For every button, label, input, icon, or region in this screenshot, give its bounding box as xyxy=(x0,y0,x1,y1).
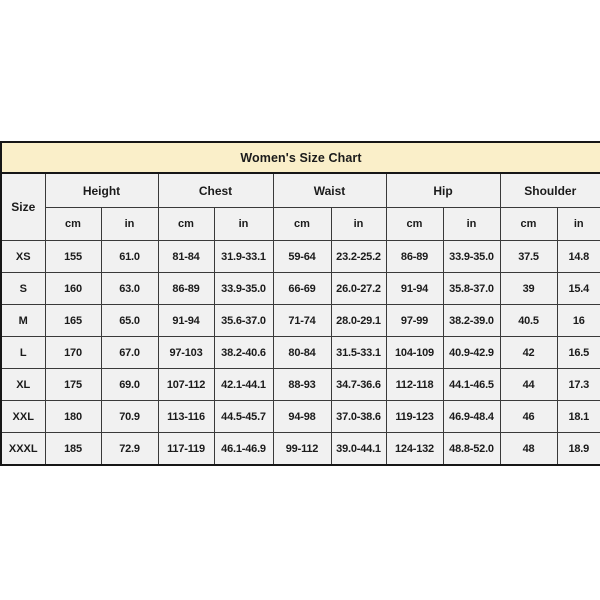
data-cell: 42.1-44.1 xyxy=(214,369,273,401)
data-cell: 160 xyxy=(45,273,101,305)
unit-header-hip-in: in xyxy=(443,208,500,241)
data-cell: 46.9-48.4 xyxy=(443,401,500,433)
data-cell: 80-84 xyxy=(273,337,331,369)
data-cell: 44.1-46.5 xyxy=(443,369,500,401)
data-cell: 81-84 xyxy=(158,241,214,273)
size-cell: L xyxy=(1,337,45,369)
size-cell: XXL xyxy=(1,401,45,433)
data-cell: 94-98 xyxy=(273,401,331,433)
data-cell: 40.9-42.9 xyxy=(443,337,500,369)
data-cell: 155 xyxy=(45,241,101,273)
data-cell: 17.3 xyxy=(557,369,600,401)
size-cell: S xyxy=(1,273,45,305)
data-cell: 180 xyxy=(45,401,101,433)
group-header-height: Height xyxy=(45,173,158,208)
data-cell: 44.5-45.7 xyxy=(214,401,273,433)
data-cell: 86-89 xyxy=(158,273,214,305)
size-cell: XXXL xyxy=(1,433,45,466)
data-cell: 63.0 xyxy=(101,273,158,305)
table-row-m xyxy=(1,305,600,337)
data-cell: 42 xyxy=(500,337,557,369)
data-cell: 97-103 xyxy=(158,337,214,369)
size-cell: M xyxy=(1,305,45,337)
unit-header-shoulder-cm: cm xyxy=(500,208,557,241)
title-row xyxy=(1,142,600,173)
data-cell: 107-112 xyxy=(158,369,214,401)
unit-header-height-in: in xyxy=(101,208,158,241)
data-cell: 37.5 xyxy=(500,241,557,273)
data-cell: 112-118 xyxy=(386,369,443,401)
size-column-header: Size xyxy=(1,173,45,241)
table-row-xxl xyxy=(1,401,600,433)
data-cell: 46 xyxy=(500,401,557,433)
table-row-l xyxy=(1,337,600,369)
data-cell: 23.2-25.2 xyxy=(331,241,386,273)
data-cell: 99-112 xyxy=(273,433,331,466)
unit-header-height-cm: cm xyxy=(45,208,101,241)
size-chart-container xyxy=(0,141,600,466)
group-header-row xyxy=(1,173,600,208)
data-cell: 113-116 xyxy=(158,401,214,433)
data-cell: 124-132 xyxy=(386,433,443,466)
data-cell: 88-93 xyxy=(273,369,331,401)
data-cell: 37.0-38.6 xyxy=(331,401,386,433)
data-cell: 59-64 xyxy=(273,241,331,273)
data-cell: 71-74 xyxy=(273,305,331,337)
data-cell: 28.0-29.1 xyxy=(331,305,386,337)
unit-header-row xyxy=(1,208,600,241)
data-cell: 175 xyxy=(45,369,101,401)
data-cell: 38.2-40.6 xyxy=(214,337,273,369)
unit-header-chest-in: in xyxy=(214,208,273,241)
data-cell: 39 xyxy=(500,273,557,305)
data-cell: 66-69 xyxy=(273,273,331,305)
data-cell: 39.0-44.1 xyxy=(331,433,386,466)
data-cell: 185 xyxy=(45,433,101,466)
data-cell: 117-119 xyxy=(158,433,214,466)
data-cell: 91-94 xyxy=(158,305,214,337)
data-cell: 35.6-37.0 xyxy=(214,305,273,337)
data-cell: 14.8 xyxy=(557,241,600,273)
data-cell: 170 xyxy=(45,337,101,369)
data-cell: 18.1 xyxy=(557,401,600,433)
data-cell: 86-89 xyxy=(386,241,443,273)
data-cell: 72.9 xyxy=(101,433,158,466)
unit-header-waist-cm: cm xyxy=(273,208,331,241)
data-cell: 165 xyxy=(45,305,101,337)
data-cell: 67.0 xyxy=(101,337,158,369)
unit-header-waist-in: in xyxy=(331,208,386,241)
data-cell: 16.5 xyxy=(557,337,600,369)
data-cell: 104-109 xyxy=(386,337,443,369)
data-cell: 35.8-37.0 xyxy=(443,273,500,305)
data-cell: 34.7-36.6 xyxy=(331,369,386,401)
table-row-xxxl xyxy=(1,433,600,466)
size-cell: XL xyxy=(1,369,45,401)
data-cell: 119-123 xyxy=(386,401,443,433)
data-cell: 70.9 xyxy=(101,401,158,433)
data-cell: 46.1-46.9 xyxy=(214,433,273,466)
data-cell: 33.9-35.0 xyxy=(214,273,273,305)
data-cell: 65.0 xyxy=(101,305,158,337)
data-cell: 38.2-39.0 xyxy=(443,305,500,337)
data-cell: 26.0-27.2 xyxy=(331,273,386,305)
data-cell: 15.4 xyxy=(557,273,600,305)
data-cell: 40.5 xyxy=(500,305,557,337)
size-chart-table xyxy=(0,141,600,466)
table-title: Women's Size Chart xyxy=(1,142,600,173)
data-cell: 61.0 xyxy=(101,241,158,273)
data-cell: 91-94 xyxy=(386,273,443,305)
table-row-xl xyxy=(1,369,600,401)
data-cell: 31.9-33.1 xyxy=(214,241,273,273)
unit-header-chest-cm: cm xyxy=(158,208,214,241)
data-cell: 33.9-35.0 xyxy=(443,241,500,273)
data-cell: 48.8-52.0 xyxy=(443,433,500,466)
unit-header-shoulder-in: in xyxy=(557,208,600,241)
data-cell: 69.0 xyxy=(101,369,158,401)
table-row-xs xyxy=(1,241,600,273)
unit-header-hip-cm: cm xyxy=(386,208,443,241)
group-header-chest: Chest xyxy=(158,173,273,208)
group-header-hip: Hip xyxy=(386,173,500,208)
data-cell: 44 xyxy=(500,369,557,401)
size-cell: XS xyxy=(1,241,45,273)
data-cell: 18.9 xyxy=(557,433,600,466)
data-cell: 48 xyxy=(500,433,557,466)
group-header-shoulder: Shoulder xyxy=(500,173,600,208)
data-cell: 31.5-33.1 xyxy=(331,337,386,369)
table-row-s xyxy=(1,273,600,305)
data-cell: 16 xyxy=(557,305,600,337)
data-cell: 97-99 xyxy=(386,305,443,337)
group-header-waist: Waist xyxy=(273,173,386,208)
